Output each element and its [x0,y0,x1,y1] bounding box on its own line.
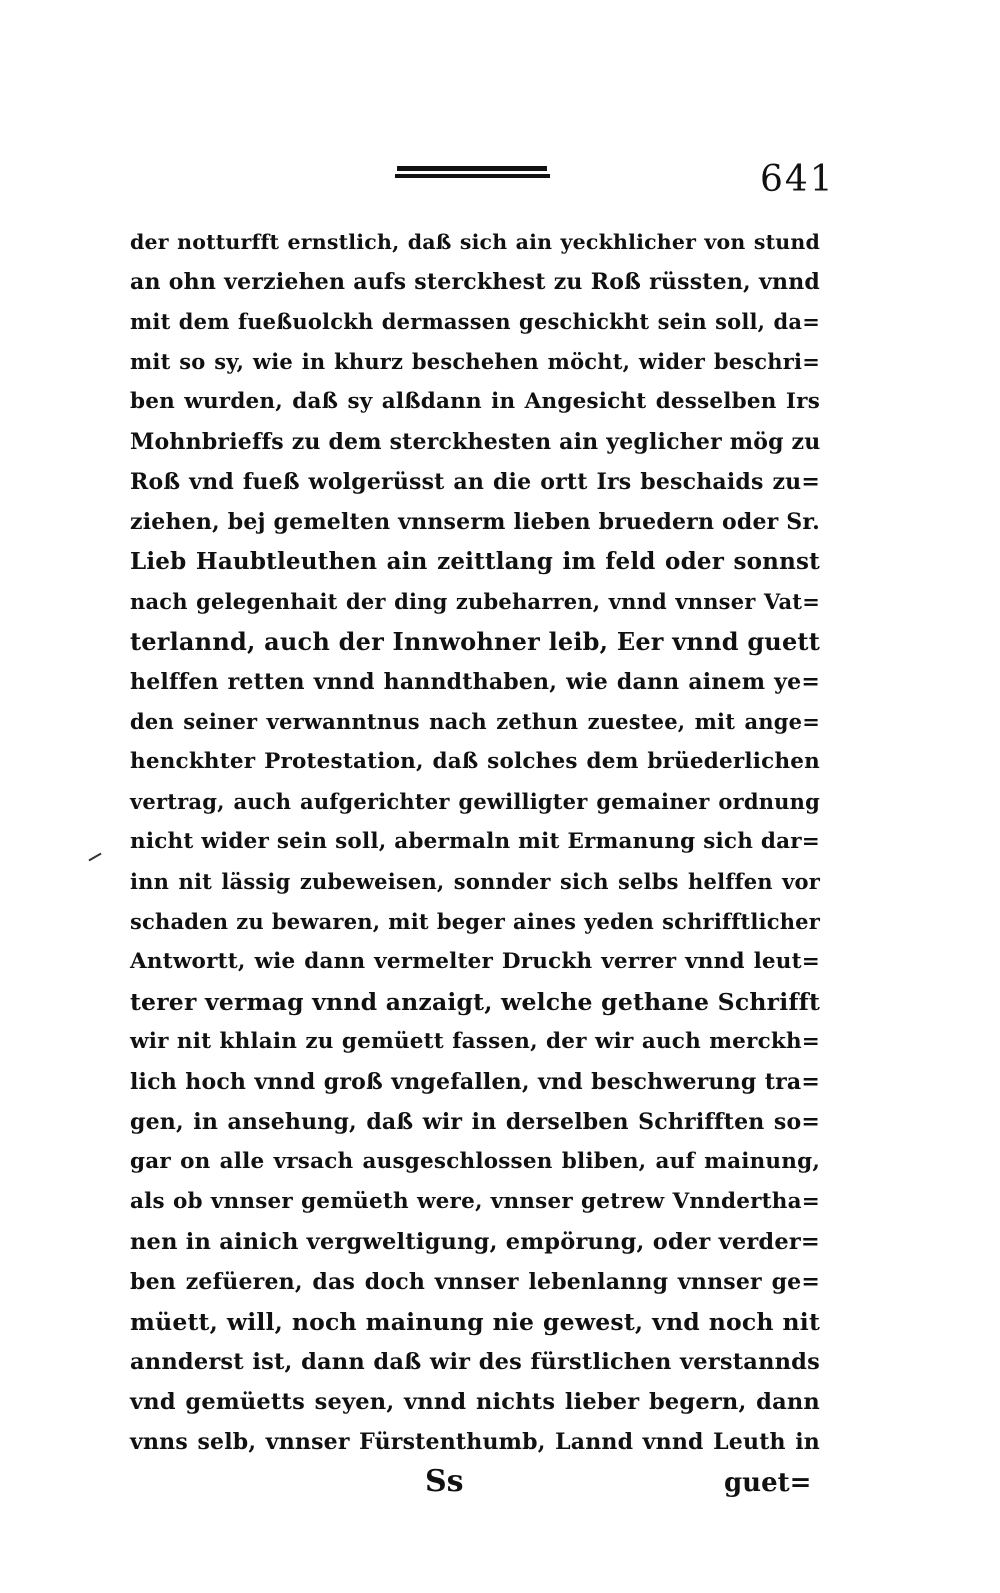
text-line: inn nit lässig zubeweisen, sonnder sich selbs helffen vor [130,869,820,894]
text-line: Mohnbrieffs zu dem sterckhesten ain yeglicher mög zu [130,429,821,455]
text-line: nen in ainich vergweltigung, empörung, oder verder= [130,1229,820,1255]
header-ornament-rule [395,166,550,180]
text-line: ben wurden, daß sy alßdann in Angesicht desselben Irs [130,389,820,414]
text-line: terlannd, auch der Innwohner leib, Eer vnnd guett [130,627,820,656]
text-line: Roß vnd fueß wolgerüsst an die ortt Irs beschaids zu= [130,469,820,495]
text-line: als ob vnnser gemüeth were, vnnser getrew Vnndertha= [130,1189,820,1214]
text-line: schaden zu bewaren, mit beger aines yeden schrifftlicher [130,909,820,934]
text-line: ben zefüeren, das doch vnnser lebenlanng vnnser ge= [130,1269,820,1295]
text-line: helffen retten vnnd hanndthaben, wie dann ainem ye= [130,669,820,695]
text-line: wir nit khlain zu gemüett fassen, der wir auch merckh= [130,1029,820,1054]
page-number: 641 [760,159,835,200]
text-line: vnd gemüetts seyen, vnnd nichts lieber begern, dann [130,1389,820,1415]
text-line: ziehen, bej gemelten vnnserm lieben bruedern oder Sr. [130,509,821,535]
text-line: vertrag, auch aufgerichter gewilligter gemainer ordnung [130,789,820,814]
text-line: Lieb Haubtleuthen ain zeittlang im feld oder sonnst [130,548,820,575]
catchword: guet= [724,1468,812,1498]
signature-mark: Ss [425,1464,464,1499]
text-line: henckhter Protestation, daß solches dem brüederlichen [130,749,820,774]
text-line: terer vermag vnnd anzaigt, welche gethane Schrifft [130,988,820,1016]
text-line: gen, in ansehung, daß wir in derselben Schrifften so= [130,1109,820,1135]
text-line: gar on alle vrsach ausgeschlossen bliben, auf mainung, [130,1149,820,1174]
text-line: annderst ist, dann daß wir des fürstlichen verstannds [130,1349,820,1375]
text-line: der notturfft ernstlich, daß sich ain yeckhlicher von stund [130,230,820,254]
text-line: mit so sy, wie in khurz beschehen möcht, wider beschri= [130,349,820,374]
text-line: lich hoch vnnd groß vngefallen, vnd beschwerung tra= [130,1069,820,1095]
text-line: den seiner verwanntnus nach zethun zuestee, mit ange= [130,709,820,734]
text-line: an ohn verziehen aufs sterckhest zu Roß rüssten, vnnd [130,269,820,295]
text-line: müett, will, noch mainung nie gewest, vnd noch nit [130,1308,820,1336]
body-text [130,222,820,1462]
header-rule-bar-top [397,166,547,171]
margin-pencil-mark [88,853,101,862]
text-line: nicht wider sein soll, abermaln mit Ermanung sich dar= [130,829,820,854]
header-rule-bar-bottom [395,174,550,178]
text-line: nach gelegenhait der ding zubeharren, vnnd vnnser Vat= [130,589,820,614]
text-line: mit dem fueßuolckh dermassen geschickht sein soll, da= [130,309,820,334]
text-line: vnns selb, vnnser Fürstenthumb, Lannd vnnd Leuth in [130,1429,820,1455]
text-line: Antwortt, wie dann vermelter Druckh verrer vnnd leut= [130,949,820,974]
